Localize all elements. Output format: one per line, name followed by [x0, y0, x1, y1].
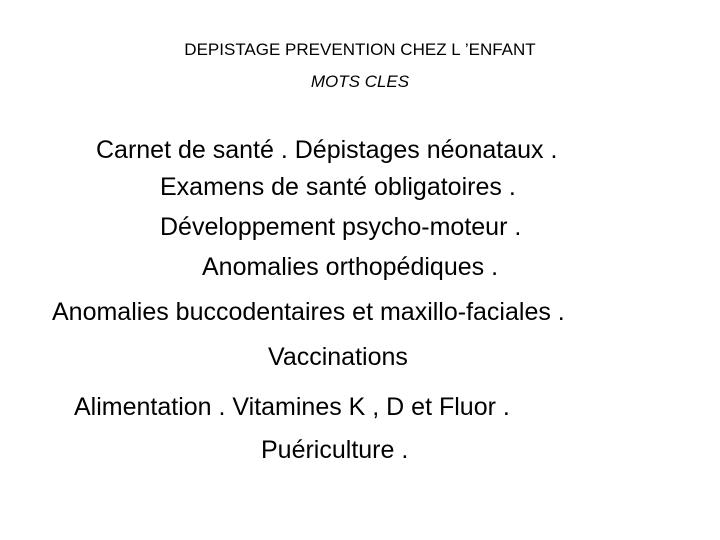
- slide-title: DEPISTAGE PREVENTION CHEZ L ’ENFANT: [184, 40, 536, 59]
- keyword-line: Anomalies buccodentaires et maxillo-faciales .: [52, 298, 565, 326]
- keyword-line: Carnet de santé . Dépistages néonataux .: [96, 136, 558, 164]
- slide-subtitle: MOTS CLES: [310, 72, 410, 91]
- keyword-line: Examens de santé obligatoires .: [160, 173, 516, 201]
- keyword-line: Puériculture .: [261, 436, 409, 464]
- keyword-line: Vaccinations: [268, 343, 408, 371]
- keyword-line: Alimentation . Vitamines K , D et Fluor .: [74, 393, 510, 421]
- keyword-line: Développement psycho-moteur .: [160, 213, 522, 241]
- keyword-line: Anomalies orthopédiques .: [202, 253, 499, 281]
